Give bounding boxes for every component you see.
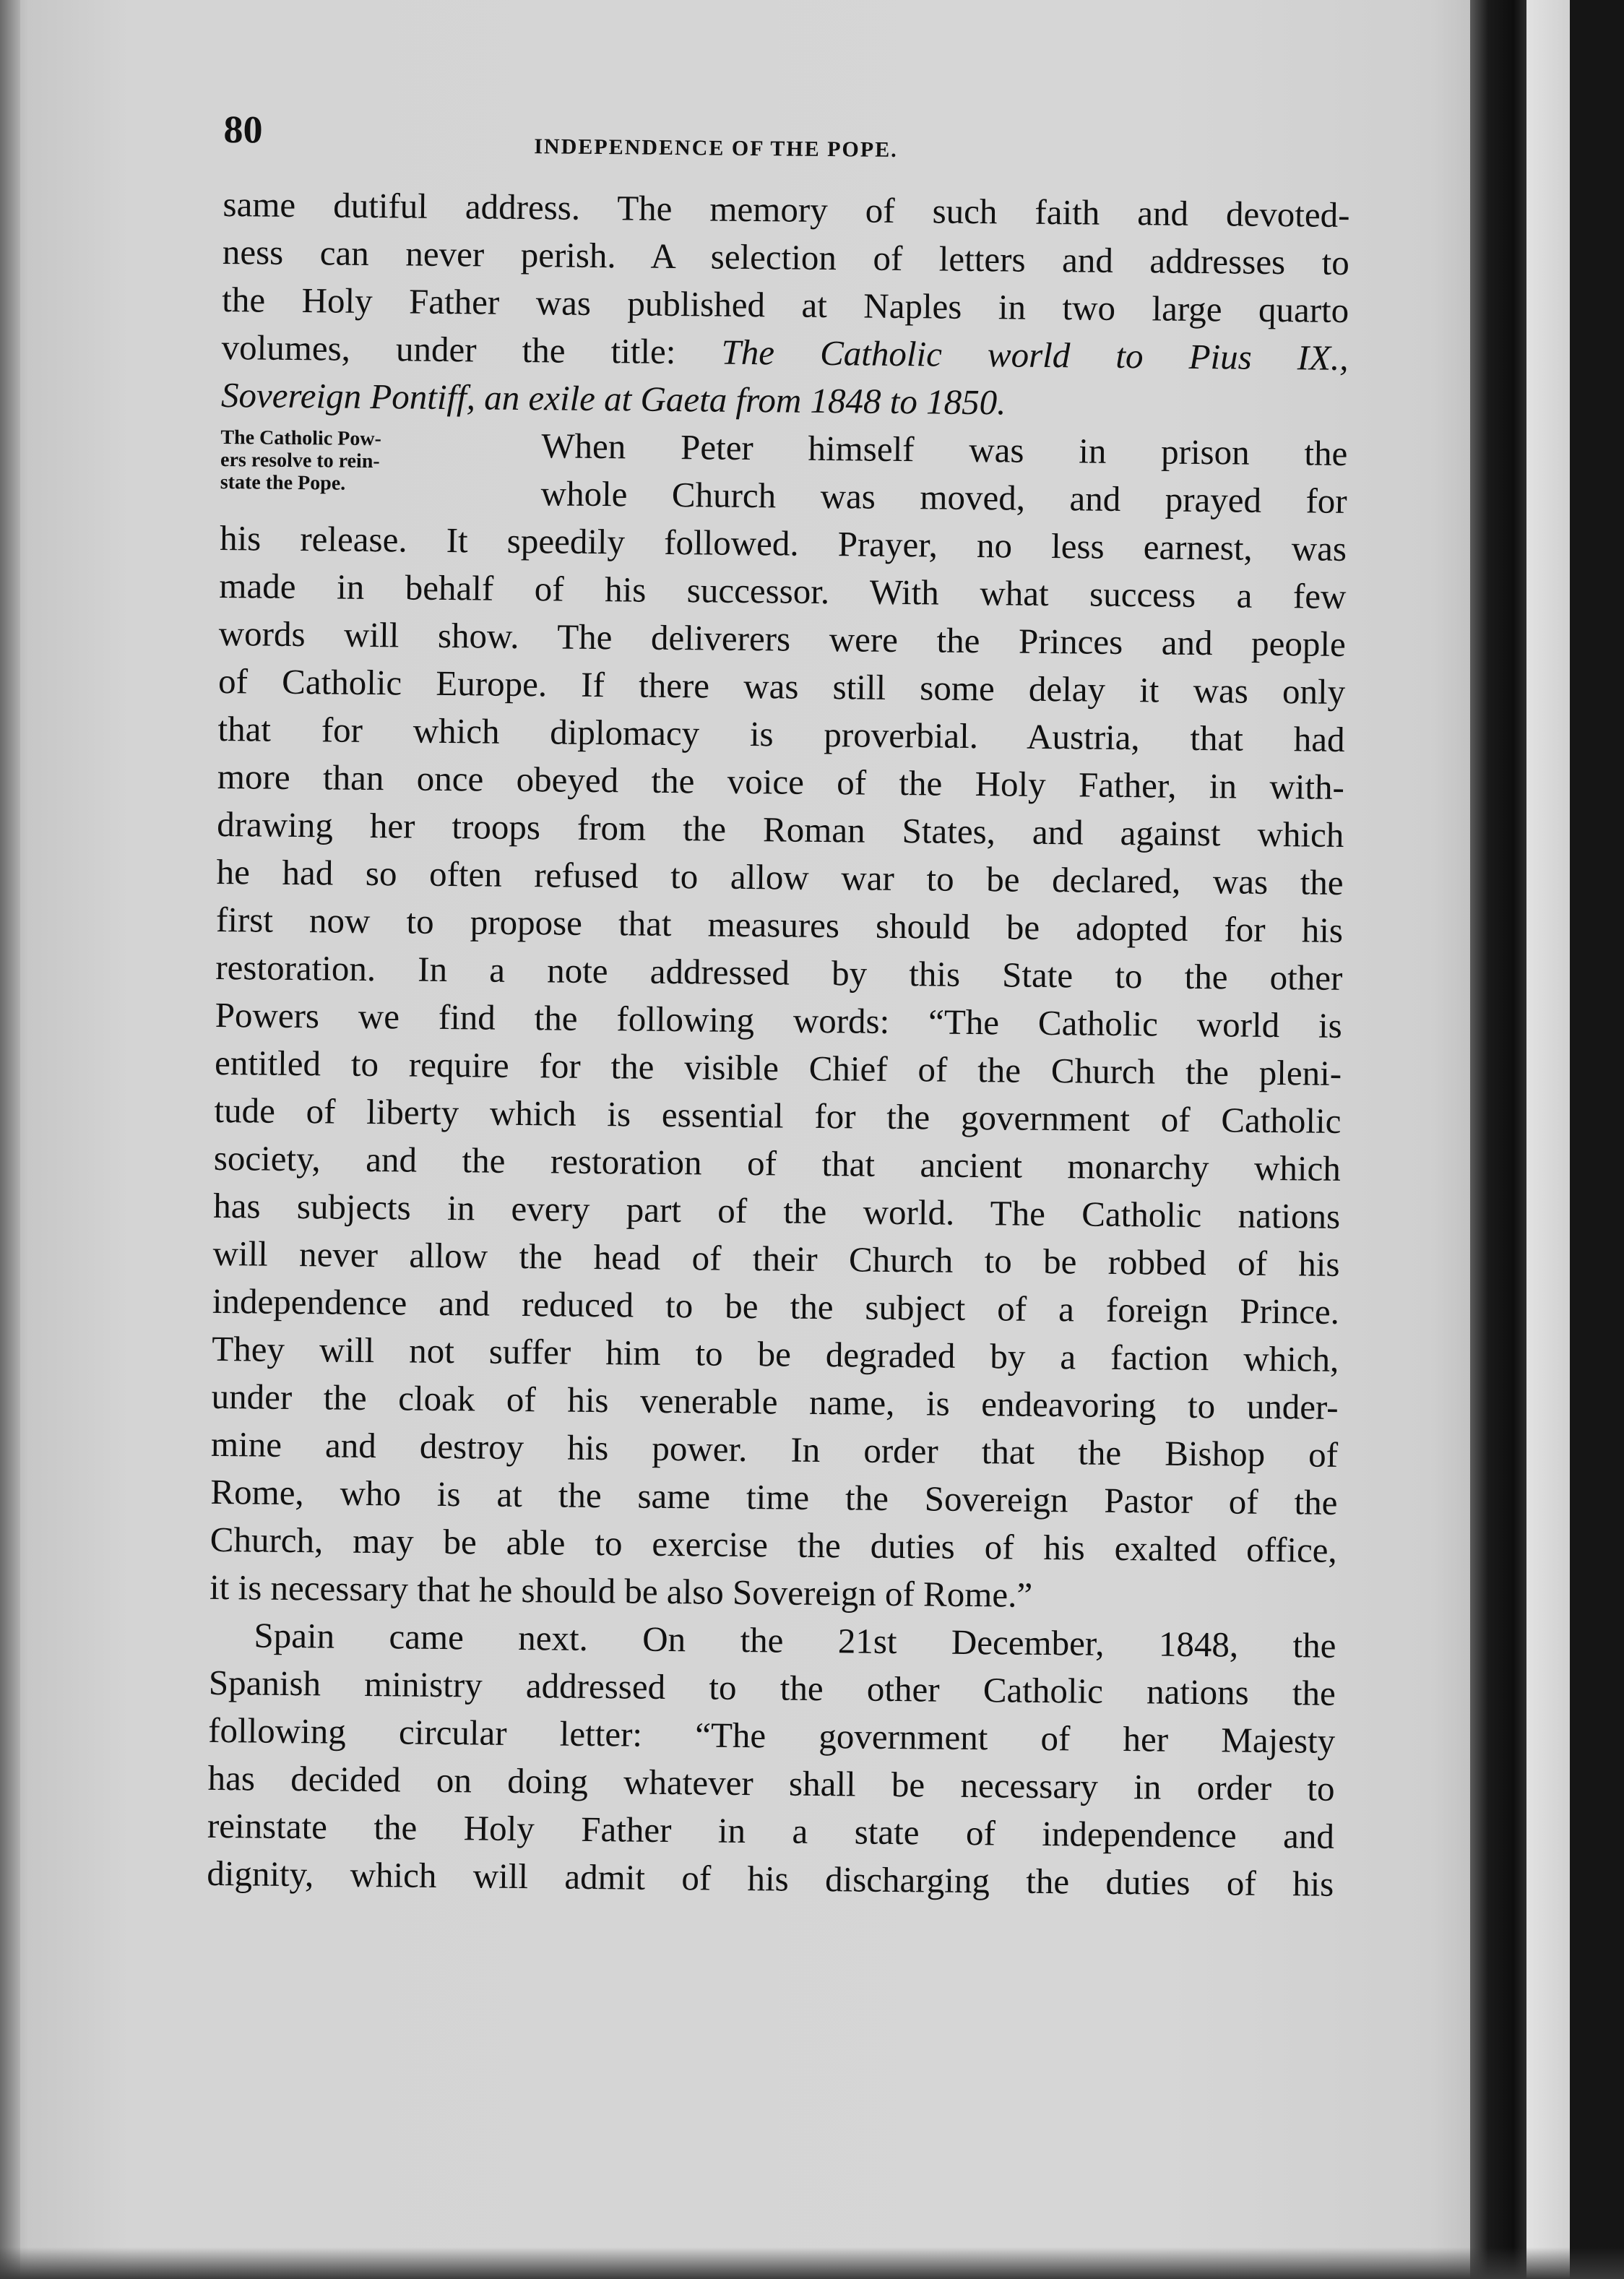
text-fragment: volumes, under the title: — [221, 327, 676, 372]
running-head — [223, 94, 1351, 191]
text-line: the Holy Father was published at Naples in two large quarto — [222, 279, 1349, 330]
text-line: dignity, which will admit of his discharging the duties of his — [207, 1853, 1334, 1904]
text-line: Spain came next. On the 21st December, 1848, the — [254, 1615, 1336, 1666]
text-line: same dutiful address. The memory of such faith and devoted- — [223, 184, 1350, 235]
page-number: 80 — [223, 107, 263, 152]
text-line: drawing her troops from the Roman States, and against which — [217, 804, 1344, 855]
text-line: he had so often refused to allow war to be declared, was the — [216, 851, 1344, 902]
page-left-edge — [0, 0, 20, 2279]
text-line: under the cloak of his venerable name, is endeavoring to under- — [211, 1376, 1339, 1427]
book-title-italic: Sovereign Pontiff, an exile at Gaeta from 1848 to 1850. — [220, 374, 1006, 423]
text-line: ness can never perish. A selection of letters and addresses to — [222, 231, 1350, 283]
text-line: has subjects in every part of the world. The Catholic nations — [212, 1185, 1341, 1236]
text-line: Church, may be able to exercise the duties of his exalted office, — [210, 1519, 1337, 1570]
text-line: mine and destroy his power. In order that the Bishop of — [210, 1423, 1339, 1475]
text-line: independence and reduced to be the subject of a foreign Prince. — [212, 1280, 1340, 1332]
side-note-line: state the Pope. — [220, 470, 346, 495]
text-line: reinstate the Holy Father in a state of independence and — [207, 1805, 1335, 1856]
side-note-line: ers resolve to rein- — [220, 448, 380, 473]
text-line: that for which diplomacy is proverbial. Austria, that had — [217, 708, 1345, 759]
paragraph-1 — [221, 181, 1350, 430]
text-line: restoration. In a note addressed by this State to the other — [215, 947, 1343, 998]
text-line: first now to propose that measures should be adopted for his — [215, 899, 1344, 950]
text-line: Rome, who is at the same time the Sovereign Pastor of the — [210, 1471, 1338, 1522]
paragraph-3 — [207, 1611, 1336, 1908]
text-line: will never allow the head of their Church to be robbed of his — [212, 1233, 1340, 1284]
paragraph-2 — [210, 419, 1348, 1622]
text-line: Spanish ministry addressed to the other Catholic nations the — [208, 1662, 1336, 1713]
text-line: entitled to require for the visible Chief of the Church the pleni- — [214, 1042, 1342, 1093]
text-line: his release. It speedily followed. Prayer, no less earnest, was — [219, 517, 1347, 569]
text-line: has decided on doing whatever shall be necessary in order to — [207, 1757, 1335, 1809]
text-line: of Catholic Europe. If there was still some delay it was only — [217, 660, 1346, 712]
text-line: They will not suffer him to be degraded by a faction which, — [212, 1328, 1339, 1379]
text-line: it is necessary that he should be also Sovereign of Rome.” — [209, 1567, 1033, 1615]
text-line: words will show. The deliverers were the Princes and people — [218, 613, 1347, 664]
text-line: When Peter himself was in prison the — [541, 426, 1348, 473]
text-line: tude of liberty which is essential for the government of Catholic — [214, 1090, 1342, 1141]
book-title-italic: The Catholic world to Pius IX., — [721, 332, 1349, 378]
text-block — [207, 94, 1351, 1908]
text-line: Powers we find the following words: “The Catholic world is — [215, 994, 1342, 1046]
adjacent-page-edge — [1526, 0, 1570, 2279]
running-title: INDEPENDENCE OF THE POPE. — [534, 134, 898, 162]
marginal-side-note — [220, 426, 524, 496]
text-line: society, and the restoration of that ancient monarchy which — [213, 1137, 1342, 1189]
scan-background — [1570, 0, 1624, 2279]
page-bottom-shadow — [0, 2247, 1624, 2279]
text-line: whole Church was moved, and prayed for — [540, 473, 1347, 521]
text-line: following circular letter: “The government of her Majesty — [207, 1710, 1336, 1761]
book-binding-shadow — [1470, 0, 1526, 2279]
side-note-line: The Catholic Pow- — [220, 426, 382, 451]
text-line: made in behalf of his successor. With what success a few — [219, 565, 1347, 616]
text-line: more than once obeyed the voice of the Holy Father, in with- — [217, 756, 1345, 807]
